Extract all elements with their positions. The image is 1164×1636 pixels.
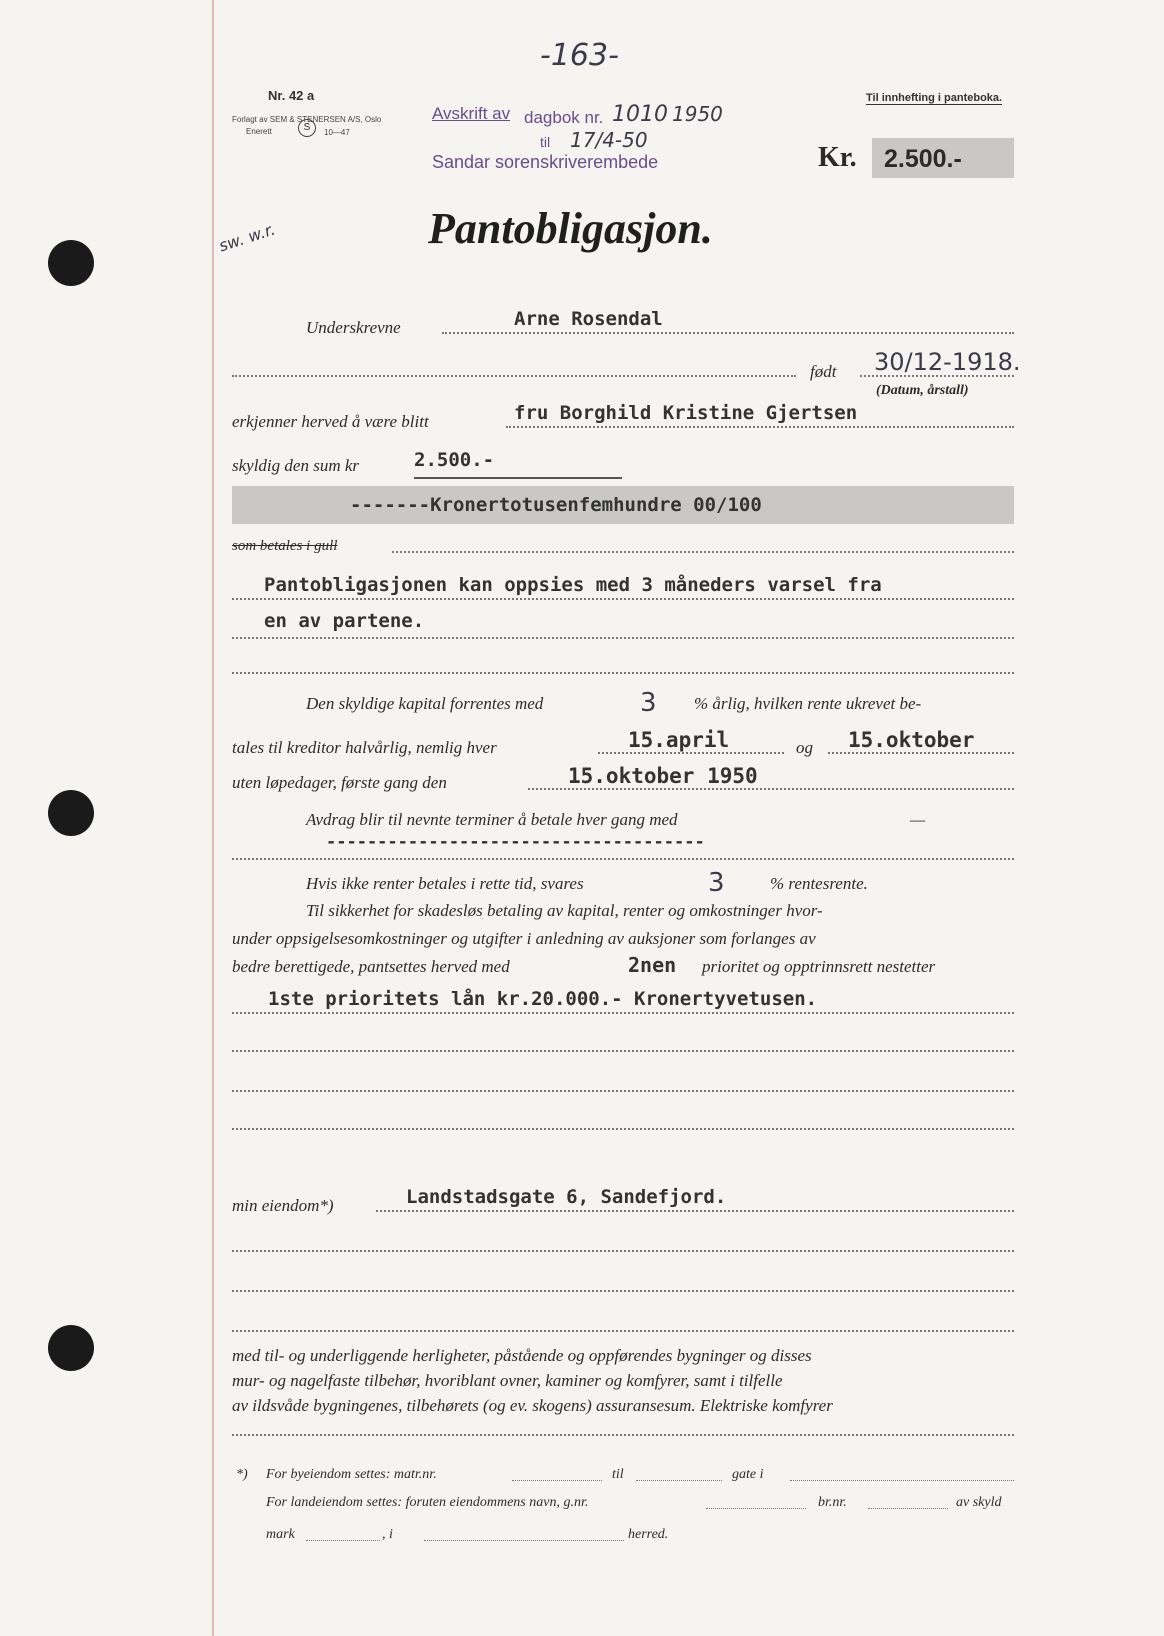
interest-label-a: Den skyldige kapital forrentes med xyxy=(306,694,544,713)
eiendom-line xyxy=(376,1210,1014,1212)
payment-date-1: 15.april xyxy=(628,728,730,752)
footnote-dots-6 xyxy=(306,1540,380,1541)
enerett-label: Enerett xyxy=(246,127,272,136)
birth-date: 30/12-1918. xyxy=(874,348,1021,376)
interest-rate: 3 xyxy=(640,688,657,718)
binder-hole-top xyxy=(48,240,94,286)
footnote-marker: *) xyxy=(236,1467,248,1482)
debtor-name: Arne Rosendal xyxy=(514,308,663,330)
document-title: Pantobligasjon. xyxy=(428,204,713,253)
footnote-line-3a: mark xyxy=(266,1527,295,1542)
payment-date-2: 15.oktober xyxy=(848,728,975,752)
property-address: Landstadsgate 6, Sandefjord. xyxy=(406,1186,727,1208)
blank-line-1 xyxy=(232,375,796,377)
som-betales-label: som betales i gull xyxy=(232,538,338,554)
appurtenance-line-3: av ildsvåde bygningenes, tilbehørets (og ev. skogens) assuransesum. Elektriske komfyrer xyxy=(232,1396,833,1415)
stamp-avskrift: Avskrift av xyxy=(432,104,511,123)
footnote-dots-2 xyxy=(636,1480,722,1481)
security-line-2: under oppsigelsesomkostninger og utgifter i anledning av auksjoner som forlanges av xyxy=(232,929,816,948)
fodt-hint: (Datum, årstall) xyxy=(876,383,969,398)
margin-rule xyxy=(212,0,214,1636)
sum-value: 2.500.- xyxy=(414,449,495,471)
binder-hole-middle xyxy=(48,790,94,836)
blank-line-5 xyxy=(232,1012,1014,1014)
erkjenner-label: erkjenner herved å være blitt xyxy=(232,412,429,431)
og-label: og xyxy=(796,738,813,757)
blank-line-3 xyxy=(232,637,1014,639)
first-payment-date: 15.oktober 1950 xyxy=(568,764,758,788)
sum-underline xyxy=(414,477,622,479)
interest-label-b: % årlig, hvilken rente ukrevet be- xyxy=(694,694,922,713)
avdrag-dash: — xyxy=(910,810,926,829)
eiendom-label: min eiendom*) xyxy=(232,1196,334,1215)
avdrag-line xyxy=(232,858,1014,860)
creditor-line xyxy=(506,426,1014,428)
blank-line-4 xyxy=(232,672,1014,674)
footnote-dots-3 xyxy=(790,1480,1014,1481)
form-date: 10—47 xyxy=(324,128,350,137)
publisher-line: Forlagt av SEM & STENERSEN A/S, Oslo xyxy=(232,115,382,124)
termination-line-1: Pantobligasjonen kan oppsies med 3 måneders varsel fra xyxy=(264,574,882,596)
binder-hole-bottom xyxy=(48,1325,94,1371)
security-line-1: Til sikkerhet for skadesløs betaling av kapital, renter og omkostninger hvor- xyxy=(306,901,823,920)
blank-line-2 xyxy=(232,598,1014,600)
default-label-b: % rentesrente. xyxy=(770,874,868,893)
footnote-dots-5 xyxy=(868,1508,948,1509)
termination-line-2: en av partene. xyxy=(264,610,425,632)
appurtenance-line-1: med til- og underliggende herligheter, påstående og oppførendes bygninger og disses xyxy=(232,1346,812,1365)
til-date: 17/4-50 xyxy=(570,128,648,152)
security-line-3a: bedre berettigede, pantsettes herved med xyxy=(232,957,510,976)
footnote-dots-4 xyxy=(706,1508,806,1509)
dagbok-number: 1010 xyxy=(612,102,668,127)
footnote-line-2a: For landeiendom settes: foruten eiendommens navn, g.nr. xyxy=(266,1495,589,1510)
footnote-line-2c: av skyld xyxy=(956,1495,1002,1510)
first-payment-label: uten løpedager, første gang den xyxy=(232,773,447,792)
blank-line-10 xyxy=(232,1290,1014,1292)
blank-line-11 xyxy=(232,1330,1014,1332)
appurtenance-line-2: mur- og nagelfaste tilbehør, hvoriblant ovner, kaminer og komfyrer, samt i tilfelle xyxy=(232,1371,783,1390)
publisher-logo: S xyxy=(298,119,316,137)
blank-line-6 xyxy=(232,1050,1014,1052)
security-line-3b: prioritet og opptrinnsrett nestetter xyxy=(702,957,936,976)
blank-line-8 xyxy=(232,1128,1014,1130)
undersk-line xyxy=(442,332,1014,334)
stamp-dagbok: dagbok nr. xyxy=(524,108,604,127)
default-rate: 3 xyxy=(708,868,725,898)
footnote-line-1a: For byeiendom settes: matr.nr. xyxy=(266,1467,437,1482)
kr-label: Kr. xyxy=(818,142,857,173)
stamp-office: Sandar sorenskriverembede xyxy=(432,152,659,172)
avdrag-value: ------------------------------------- xyxy=(326,832,705,852)
skyldig-label: skyldig den sum kr xyxy=(232,456,360,475)
date2-line xyxy=(828,752,1014,754)
priority-value: 2nen xyxy=(628,953,677,977)
fodt-label: født xyxy=(810,362,837,381)
kr-amount: 2.500.- xyxy=(884,145,962,173)
first-date-line xyxy=(528,788,1014,790)
footnote-dots-7 xyxy=(424,1540,624,1541)
payment-label: tales til kreditor halvårlig, nemlig hver xyxy=(232,738,497,757)
default-label-a: Hvis ikke renter betales i rette tid, svares xyxy=(306,874,584,893)
creditor-name: fru Borghild Kristine Gjertsen xyxy=(514,402,858,424)
margin-handwritten-mark: sw. w.r. xyxy=(216,219,278,256)
sum-words: -------Kronertotusenfemhundre 00/100 xyxy=(350,494,762,516)
blank-line-9 xyxy=(232,1250,1014,1252)
blank-line-12 xyxy=(232,1434,1014,1436)
form-number: Nr. 42 a xyxy=(268,88,315,103)
footnote-line-3c: herred. xyxy=(628,1527,669,1542)
footnote-line-2b: br.nr. xyxy=(818,1495,847,1510)
footnote-line-3b: , i xyxy=(382,1527,393,1542)
undersk-label: Underskrevne xyxy=(306,318,401,337)
stamp-til: til xyxy=(540,134,551,150)
dagbok-year: 1950 xyxy=(672,102,723,126)
prior-loan: 1ste prioritets lån kr.20.000.- Kronertyvetusen. xyxy=(268,988,818,1010)
som-betales-line xyxy=(392,551,1014,553)
date1-line xyxy=(598,752,784,754)
footnote-line-1c: gate i xyxy=(732,1467,764,1482)
avdrag-label: Avdrag blir til nevnte terminer å betale hver gang med xyxy=(306,810,678,829)
footnote-dots-1 xyxy=(512,1480,602,1481)
page-number: -163- xyxy=(540,38,619,73)
blank-line-7 xyxy=(232,1090,1014,1092)
top-right-note: Til innhefting i panteboka. xyxy=(866,92,1003,104)
footnote-line-1b: til xyxy=(612,1467,624,1482)
